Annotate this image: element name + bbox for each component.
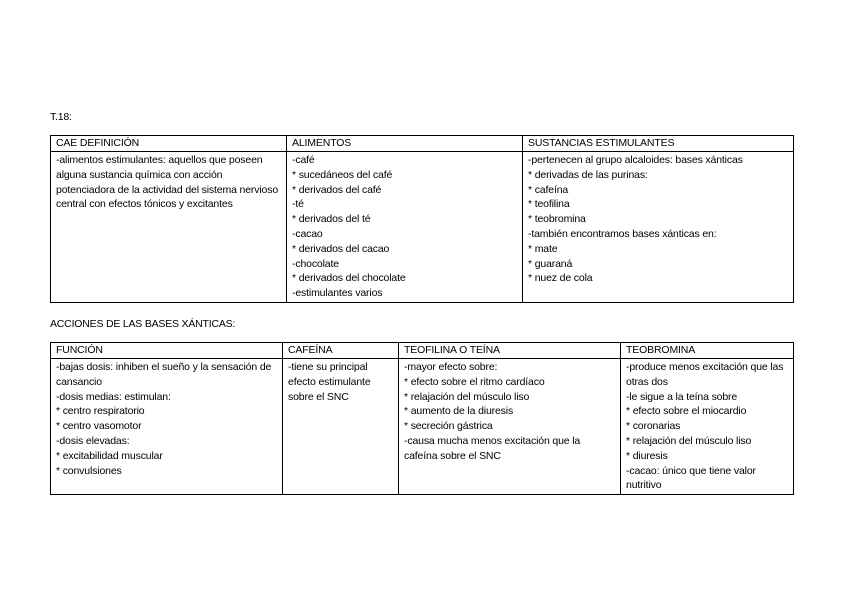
list-item: -estimulantes varios <box>292 287 383 300</box>
list-item: -té <box>292 198 304 211</box>
list-item: -también encontramos bases xánticas en: <box>528 227 717 240</box>
sustancias-cell <box>523 152 794 303</box>
list-item: * convulsiones <box>56 464 122 477</box>
header-funcion: FUNCIÓN <box>51 343 283 359</box>
list-item: * mate <box>528 242 558 255</box>
table-row <box>51 152 794 303</box>
list-item: -mayor efecto sobre: <box>404 361 498 373</box>
list-item: -café <box>292 154 315 166</box>
list-item: -cacao: único que tiene valor nutritivo <box>626 464 756 492</box>
list-item: * efecto sobre el miocardio <box>626 405 747 418</box>
list-item: * derivadas de las purinas: <box>528 168 648 181</box>
list-item: * derivados del chocolate <box>292 272 406 285</box>
list-item: -dosis medias: estimulan: <box>56 390 171 403</box>
alimentos-cell <box>287 152 523 303</box>
list-item: * coronarias <box>626 420 681 433</box>
header-teobromina: TEOBROMINA <box>621 343 794 359</box>
list-item: * relajación del músculo liso <box>626 434 752 447</box>
list-item: * nuez de cola <box>528 272 593 285</box>
list-item: -causa mucha menos excitación que la cafeína sobre el SNC <box>404 434 581 462</box>
list-item: * derivados del cacao <box>292 242 390 255</box>
list-item: * relajación del músculo liso <box>404 390 530 403</box>
list-item: -dosis elevadas: <box>56 434 130 447</box>
header-teofilina: TEOFILINA O TEÍNA <box>399 343 621 359</box>
list-item: * centro respiratorio <box>56 405 145 418</box>
list-item: -chocolate <box>292 257 339 270</box>
header-cae-definicion: CAE DEFINICIÓN <box>51 136 287 152</box>
list-item: -produce menos excitación que las otras dos <box>626 361 784 388</box>
table-header-row <box>51 136 794 152</box>
header-alimentos: ALIMENTOS <box>287 136 523 152</box>
list-item: * derivados del café <box>292 183 382 196</box>
cafeina-cell <box>283 359 399 495</box>
list-item: * teofilina <box>528 198 570 211</box>
cae-definition-table <box>50 135 794 303</box>
list-item: * guaraná <box>528 257 573 270</box>
table-header-row <box>51 343 794 359</box>
definition-text: -alimentos estimulantes: aquellos que poseen alguna sustancia química con acción potenciadora de la actividad del sistema nervioso central con efectos tónicos y excitantes <box>56 154 279 211</box>
teofilina-cell <box>399 359 621 495</box>
section-title: ACCIONES DE LAS BASES XÁNTICAS: <box>50 318 236 330</box>
list-item: * centro vasomotor <box>56 420 142 433</box>
list-item: * efecto sobre el ritmo cardíaco <box>404 375 545 388</box>
list-item: * teobromina <box>528 213 586 226</box>
list-item: * sucedáneos del café <box>292 168 393 181</box>
definition-cell <box>51 152 287 303</box>
header-cafeina: CAFEÍNA <box>283 343 399 359</box>
list-item: * cafeína <box>528 183 569 196</box>
cafeina-text: -tiene su principal efecto estimulante sobre el SNC <box>288 361 371 403</box>
list-item: -cacao <box>292 227 323 240</box>
list-item: * secreción gástrica <box>404 420 493 433</box>
list-item: -pertenecen al grupo alcaloides: bases xánticas <box>528 154 743 166</box>
xanthine-actions-table <box>50 342 794 495</box>
document-title: T.18: <box>50 111 72 123</box>
list-item: * diuresis <box>626 449 668 462</box>
list-item: * excitabilidad muscular <box>56 449 163 462</box>
list-item: * aumento de la diuresis <box>404 405 514 418</box>
header-sustancias-estimulantes: SUSTANCIAS ESTIMULANTES <box>523 136 794 152</box>
table-row <box>51 359 794 495</box>
funcion-cell <box>51 359 283 495</box>
list-item: * derivados del té <box>292 213 371 226</box>
teobromina-cell <box>621 359 794 495</box>
list-item: -bajas dosis: inhiben el sueño y la sensación de cansancio <box>56 361 272 388</box>
list-item: -le sigue a la teína sobre <box>626 390 738 403</box>
